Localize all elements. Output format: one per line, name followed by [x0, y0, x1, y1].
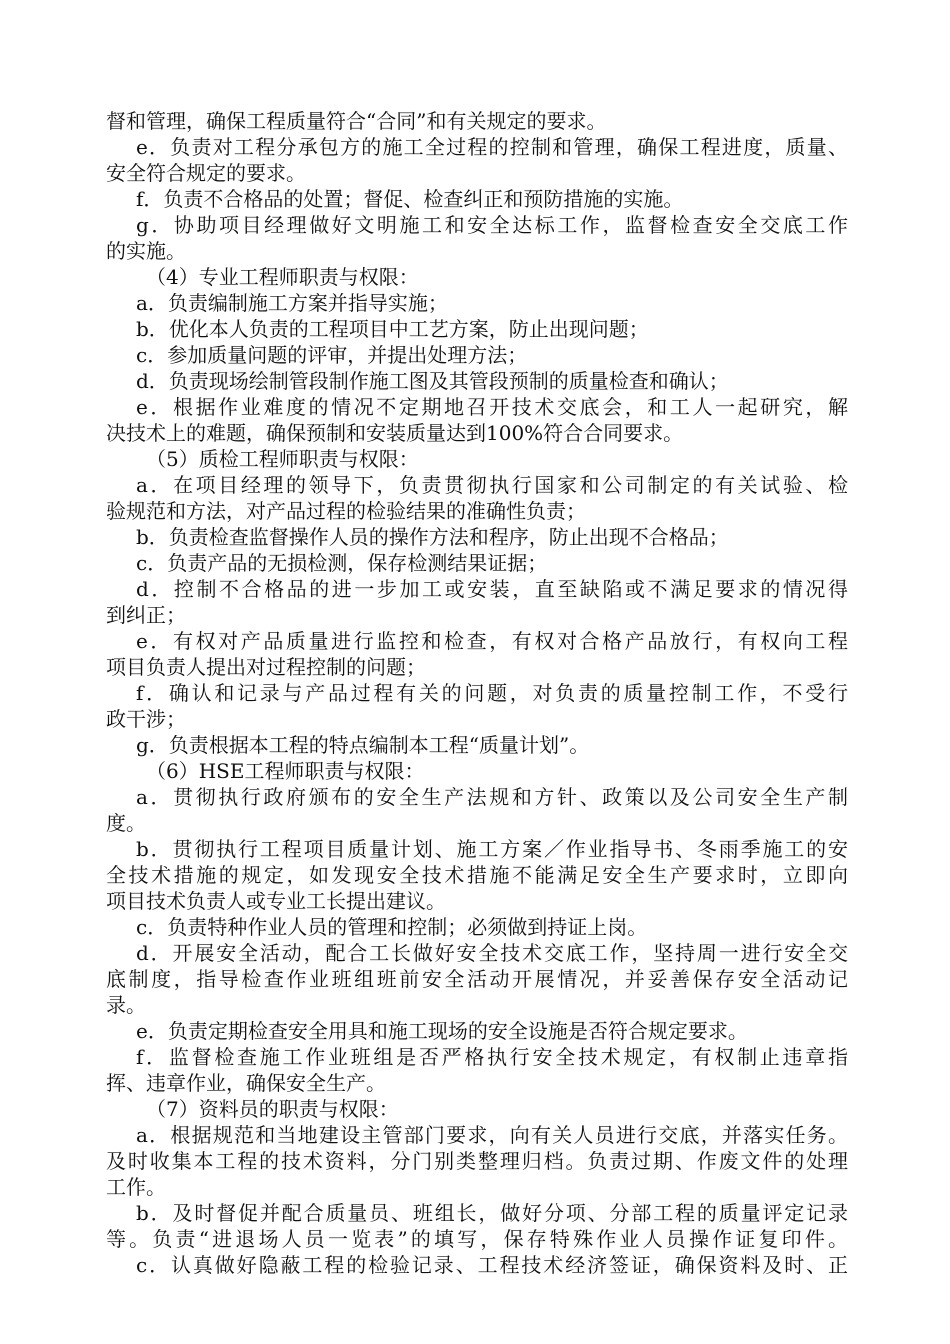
text-line: e．负责对工程分承包方的施工全过程的控制和管理，确保工程进度，质量、: [136, 135, 848, 159]
text-line: c．负责特种作业人员的管理和控制；必须做到持证上岗。: [136, 915, 648, 939]
text-line: d．负责现场绘制管段制作施工图及其管段预制的质量检查和确认；: [136, 369, 729, 393]
document-page: [106, 108, 848, 1278]
text-line: c．参加质量问题的评审，并提出处理方法；: [136, 343, 528, 367]
text-line: 督和管理，确保工程质量符合“合同”和有关规定的要求。: [106, 109, 607, 133]
section-heading: （7）资料员的职责与权限：: [146, 1097, 399, 1121]
text-line: d．开展安全活动，配合工长做好安全技术交底工作，坚持周一进行安全交: [136, 941, 848, 965]
text-line: 决技术上的难题，确保预制和安装质量达到100%符合合同要求。: [106, 421, 684, 445]
text-line: 度。: [106, 811, 146, 835]
text-line: 到纠正；: [106, 603, 186, 627]
text-line: c．认真做好隐蔽工程的检验记录、工程技术经济签证，确保资料及时、正: [136, 1253, 848, 1277]
text-line: c．负责产品的无损检测，保存检测结果证据；: [136, 551, 548, 575]
text-line: 挥、违章作业，确保安全生产。: [106, 1071, 386, 1095]
section-heading: （5）质检工程师职责与权限：: [146, 447, 419, 471]
text-line: f．负责不合格品的处置；督促、检查纠正和预防措施的实施。: [136, 187, 684, 211]
text-line: a．负责编制施工方案并指导实施；: [136, 291, 448, 315]
text-line: e．根据作业难度的情况不定期地召开技术交底会，和工人一起研究，解: [136, 395, 848, 419]
text-line: 的实施。: [106, 239, 186, 263]
text-line: b．负责检查监督操作人员的操作方法和程序，防止出现不合格品；: [136, 525, 729, 549]
text-line: g．负责根据本工程的特点编制本工程“质量计划”。: [136, 733, 590, 757]
text-line: 录。: [106, 993, 146, 1017]
text-line: 安全符合规定的要求。: [106, 161, 306, 185]
text-line: a．根据规范和当地建设主管部门要求，向有关人员进行交底，并落实任务。: [136, 1123, 848, 1147]
section-heading: （6）HSE工程师职责与权限：: [146, 759, 425, 783]
text-line: e．负责定期检查安全用具和施工现场的安全设施是否符合规定要求。: [136, 1019, 748, 1043]
text-line: b．贯彻执行工程项目质量计划、施工方案／作业指导书、冬雨季施工的安: [136, 837, 848, 861]
text-line: d．控制不合格品的进一步加工或安装，直至缺陷或不满足要求的情况得: [136, 577, 848, 601]
text-line: 全技术措施的规定，如发现安全技术措施不能满足安全生产要求时，立即向: [106, 863, 848, 887]
text-line: b．及时督促并配合质量员、班组长，做好分项、分部工程的质量评定记录: [136, 1201, 848, 1225]
text-line: b．优化本人负责的工程项目中工艺方案，防止出现问题；: [136, 317, 649, 341]
text-line: f．确认和记录与产品过程有关的问题，对负责的质量控制工作，不受行: [136, 681, 848, 705]
text-line: 项目负责人提出对过程控制的问题；: [106, 655, 426, 679]
text-line: e．有权对产品质量进行监控和检查，有权对合格产品放行，有权向工程: [136, 629, 848, 653]
text-line: 政干涉；: [106, 707, 186, 731]
text-line: 等。负责“进退场人员一览表”的填写，保存特殊作业人员操作证复印件。: [106, 1227, 848, 1251]
text-line: f．监督检查施工作业班组是否严格执行安全技术规定，有权制止违章指: [136, 1045, 848, 1069]
section-heading: （4）专业工程师职责与权限：: [146, 265, 419, 289]
text-line: 及时收集本工程的技术资料，分门别类整理归档。负责过期、作废文件的处理: [106, 1149, 848, 1173]
text-line: 项目技术负责人或专业工长提出建议。: [106, 889, 446, 913]
text-line: a．在项目经理的领导下，负责贯彻执行国家和公司制定的有关试验、检: [136, 473, 848, 497]
text-line: 验规范和方法，对产品过程的检验结果的准确性负责；: [106, 499, 586, 523]
text-line: a．贯彻执行政府颁布的安全生产法规和方针、政策以及公司安全生产制: [136, 785, 848, 809]
text-line: 工作。: [106, 1175, 166, 1199]
text-line: 底制度，指导检查作业班组班前安全活动开展情况，并妥善保存安全活动记: [106, 967, 848, 991]
text-line: g．协助项目经理做好文明施工和安全达标工作，监督检查安全交底工作: [136, 213, 848, 237]
